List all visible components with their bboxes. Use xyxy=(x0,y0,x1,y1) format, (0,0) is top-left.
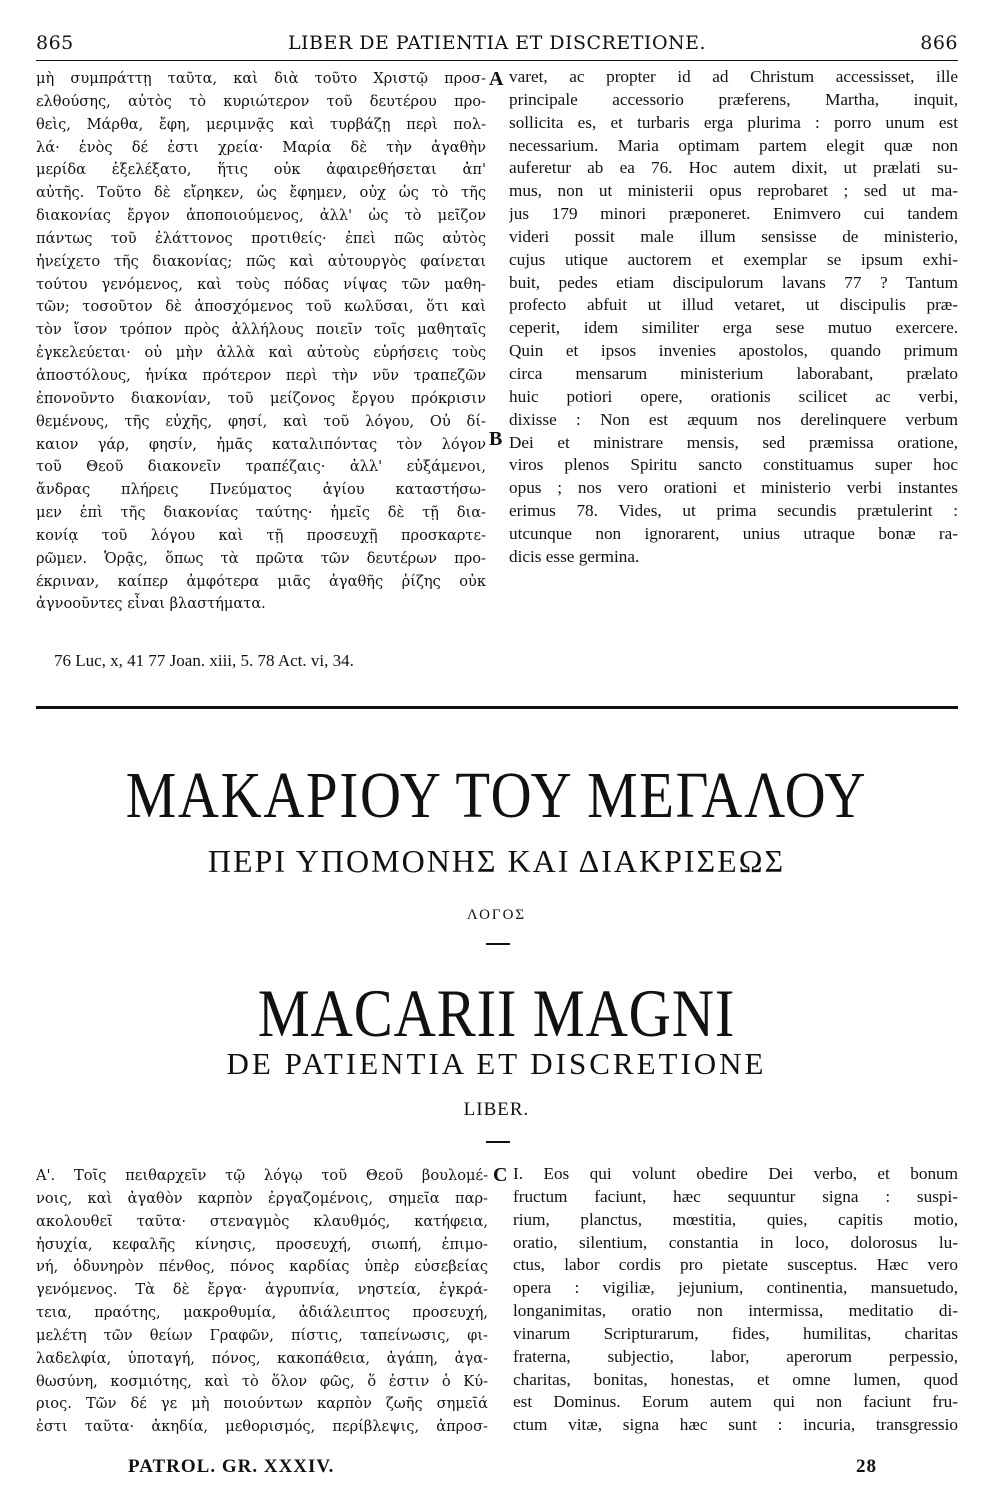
text-line: viros plenos Spiritu sancto constituamus super hoc xyxy=(509,455,958,475)
text-line: ctum vitæ, signa hæc sunt : incuria, transgressio xyxy=(513,1415,958,1435)
text-line: mus, non ut ministerii opus reprobaret ; sed ut ma- xyxy=(509,181,958,201)
text-line: est Dominus. Eorum autem qui non faciunt fru- xyxy=(513,1392,958,1412)
text-line: videri possit male illum sensisse de ministerio, xyxy=(509,226,958,246)
text-line: τῶν; τοσοῦτον δὲ ἀποσχόμενος τοῦ κωλῦσαι, ὅτι καὶ xyxy=(36,298,486,316)
text-line: necessarium. Maria optimam partem elegit quæ non xyxy=(509,135,958,155)
text-line: fructum faciunt, hæc sequuntur signa : suspi- xyxy=(513,1186,958,1206)
latin-subtitle: DE PATIENTIA ET DISCRETIONE xyxy=(226,1046,767,1081)
latin-main-title: MACARII MAGNI xyxy=(257,975,736,1051)
column-marker-a: A xyxy=(489,68,504,90)
section-rule xyxy=(36,706,958,709)
footnotes: 76 Luc, x, 41 77 Joan. xiii, 5. 78 Act. vi, 34. xyxy=(54,651,354,670)
text-line: μεν ἐπὶ τῆς διακονίας ταύτης· ἡμεῖς δὲ τῇ δια- xyxy=(36,504,486,522)
text-line: jus 179 minori præponeret. Enimvero cui tandem xyxy=(509,204,958,224)
latin-column-top xyxy=(509,66,958,569)
text-line: fraterna, subjectio, labor, aperorum perpessio, xyxy=(513,1346,958,1366)
text-line: ριος. Τῶν δέ γε μὴ ποιούντων καρπὸν ζωῆς σημεῖά xyxy=(36,1395,488,1413)
text-line: rium, planctus, mœstitia, quies, capitis motio, xyxy=(513,1209,958,1229)
text-line: auferetur ab ea 76. Hoc autem dixit, ut prælati su- xyxy=(509,158,958,178)
text-line: θεμένους, τῆς εὐχῆς, φησί, καὶ τοῦ λόγου, Οὐ δί- xyxy=(36,412,486,430)
page-number-left: 865 xyxy=(36,32,74,54)
text-line: τούτου γενόμενος, καὶ τοὺς πόδας νίψας τῶν μαθη- xyxy=(36,275,486,293)
page-number-right: 866 xyxy=(920,32,958,54)
text-line: principale accessorio præferens, Martha, inquit, xyxy=(509,89,958,109)
text-line: μὴ συμπράττῃ ταῦτα, καὶ διὰ τοῦτο Χριστῷ προσ- xyxy=(36,70,486,87)
text-line: charitas, bonitas, honestas, et omne lumen, quod xyxy=(513,1369,958,1389)
text-line: sollicita es, et turbaris erga plurima : porro unum est xyxy=(509,112,958,132)
text-line: ἀγνοοῦντες εἶναι βλαστήματα. xyxy=(36,595,266,613)
title-dash xyxy=(486,1141,510,1143)
text-line: θωσύνη, κοσμιότης, καὶ τὸ ὅλον φῶς, ὅ ἐστιν ὁ Κύ- xyxy=(36,1372,488,1390)
text-line: I. Eos qui volunt obedire Dei verbo, et bonum xyxy=(513,1164,958,1183)
text-line: dixisse : Non est æquum nos derelinquere verbum xyxy=(509,409,958,429)
latin-column-bottom xyxy=(513,1163,958,1437)
text-line: Dei et ministrare mensis, sed præmissa oratione, xyxy=(509,432,958,452)
text-line: profecto abfuit ut illud vetaret, ut discipulis præ- xyxy=(509,295,958,315)
greek-main-title: ΜΑΚΑΡΙΟΥ ΤΟΥ ΜΕΓΑΛΟΥ xyxy=(125,759,868,832)
text-line: αὐτῆς. Τοῦτο δὲ εἴρηκεν, ὡς ἔφημεν, οὐχ ὡς τὸ τῆς xyxy=(36,184,486,202)
text-line: λαδελφία, ὑποταγή, πόνος, κακοπάθεια, ἀγάπη, ἀγα- xyxy=(36,1349,488,1367)
text-line: vinarum Scripturarum, fides, humilitas, charitas xyxy=(513,1323,958,1343)
latin-liber: LIBER. xyxy=(463,1099,530,1120)
text-line: ἀποστόλους, ἡνίκα πρότερον περὶ τὴν νῦν τραπεζῶν xyxy=(36,366,486,384)
text-line: opus ; nos vero orationi et ministerio verbi instantes xyxy=(509,478,958,498)
header-rule xyxy=(36,60,958,61)
text-line: τὸν ἴσον τρόπον πρὸς ἀλλήλους ποιεῖν τοῖς μαθηταῖς xyxy=(36,321,486,339)
text-line: buit, pedes etiam discipulorum lavans 77 ? Tantum xyxy=(509,272,958,292)
text-line: dicis esse germina. xyxy=(509,546,640,566)
text-line: λά· ἑνὸς δέ ἐστι χρεία· Μαρία δὲ τὴν ἀγαθὴν xyxy=(36,138,486,156)
greek-column-bottom xyxy=(36,1165,488,1439)
text-line: νή, ὀδυνηρὸν πένθος, πόνος καρδίας ὑπὲρ εὐσεβείας xyxy=(36,1258,488,1276)
text-line: huic potiori opere, orationis scilicet ac verbi, xyxy=(509,386,958,406)
text-line: διακονίας ἔργον ἀποποιούμενος, ἀλλ' ὡς τὸ μεῖζον xyxy=(36,207,486,225)
text-line: ἐπονοῦντο διακονίαν, τοῦ μείζονος ἔργου πρόκρισιν xyxy=(36,389,486,407)
greek-subtitle: ΠΕΡΙ ΥΠΟΜΟΝΗΣ ΚΑΙ ΔΙΑΚΡΙΣΕΩΣ xyxy=(207,843,786,879)
text-line: τεια, πραότης, μακροθυμία, ἀδιάλειπτος προσευχή, xyxy=(36,1304,488,1322)
text-line: τοῦ Θεοῦ διακονεῖν τραπέζαις· ἀλλ' εὐξάμενοι, xyxy=(36,458,486,476)
text-line: καιον γάρ, φησίν, ἡμᾶς καταλιπόντας τὸν λόγον xyxy=(36,435,486,453)
text-line: ceperit, idem similiter erga sese mutuo exercere. xyxy=(509,318,958,338)
text-line: Α'. Τοῖς πειθαρχεῖν τῷ λόγῳ τοῦ Θεοῦ βουλομέ- xyxy=(36,1167,488,1184)
text-line: opera : vigiliæ, jejunium, continentia, mansuetudo, xyxy=(513,1278,958,1298)
text-line: ρῶμεν. Ὁρᾷς, ὅπως τὰ πρῶτα τῶν δευτέρων προ- xyxy=(36,549,486,567)
text-line: πάντως τοῦ ἐλάττονος προτιθείς· ἐπεὶ πῶς αὐτὸς xyxy=(36,229,486,247)
text-line: ακολουθεῖ ταῦτα· στεναγμὸς κλαυθμός, κατήφεια, xyxy=(36,1212,488,1230)
title-dash xyxy=(486,943,510,945)
text-line: ἠνείχετο τῆς διακονίας; πῶς καὶ αὐτουργὸς φαίνεται xyxy=(36,252,486,270)
text-line: ελθούσης, αὐτὸς τὸ κυριώτερον τοῦ δευτέρου προ- xyxy=(36,92,486,110)
greek-logos: ΛΟΓΟΣ xyxy=(466,907,527,923)
text-line: utcunque non ignorarent, unius utraque bonæ ra- xyxy=(509,523,958,543)
text-line: κονίᾳ τοῦ λόγου καὶ τῇ προσευχῇ προσκαρτε- xyxy=(36,526,486,544)
footer-signature: 28 xyxy=(856,1456,877,1477)
text-line: erimus 78. Vides, ut prima secundis prætulerint : xyxy=(509,501,958,521)
text-line: longanimitas, oratio non intermissa, meditatio di- xyxy=(513,1301,958,1321)
footer-patrology: PATROL. GR. XXXIV. xyxy=(128,1456,335,1477)
text-line: μελέτη τῶν θείων Γραφῶν, πίστις, ταπείνωσις, φι- xyxy=(36,1326,488,1344)
text-line: ἐγκελεύεται· οὐ μὴν ἀλλὰ καὶ αὐτοὺς εὑρήσεις τοὺς xyxy=(36,344,486,362)
column-marker-b: B xyxy=(489,428,503,450)
text-line: Quin et ipsos invenies apostolos, quando primum xyxy=(509,341,958,361)
text-line: circa mensarum ministerium laborabant, prælato xyxy=(509,363,958,383)
text-line: oratio, silentium, constantia in loco, dolorosus lu- xyxy=(513,1232,958,1252)
text-line: θεὶς, Μάρθα, ἔφη, μεριμνᾷς καὶ τυρβάζῃ περὶ πολ- xyxy=(36,115,486,133)
text-line: μερίδα ἐξελέξατο, ἥτις οὐκ ἀφαιρεθήσεται ἀπ' xyxy=(36,161,486,179)
column-marker-c: C xyxy=(493,1164,508,1186)
text-line: νοις, καὶ ἀγαθὸν καρπὸν ἐργαζομένοις, σημεῖα παρ- xyxy=(36,1189,488,1207)
text-line: γενόμενος. Τὰ δὲ ἔργα· ἀγρυπνία, νηστεία, ἐγκρά- xyxy=(36,1281,488,1299)
text-line: έκριναν, καίπερ ἀμφότερα μιᾶς ἀγαθῆς ῥίζης οὐκ xyxy=(36,572,486,590)
running-title: LIBER DE PATIENTIA ET DISCRETIONE. xyxy=(287,32,707,54)
text-line: ἄνδρας πλήρεις Πνεύματος ἁγίου καταστήσω- xyxy=(36,481,486,499)
running-header xyxy=(36,32,958,62)
text-line: varet, ac propter id ad Christum accessisset, ille xyxy=(509,67,958,86)
text-line: cujus utique auctorem et exemplar se ipsum exhi- xyxy=(509,249,958,269)
text-line: ἡσυχία, κεφαλῆς κίνησις, προσευχή, σιωπή, ἐπιμο- xyxy=(36,1235,488,1253)
text-line: ἐστι ταῦτα· ἀκηδία, μεθορισμός, περίβλεψις, ἀπροσ- xyxy=(36,1418,488,1436)
greek-column-top xyxy=(36,68,486,616)
text-line: ctus, labor cordis pro pietate susceptus. Hæc vero xyxy=(513,1255,958,1275)
